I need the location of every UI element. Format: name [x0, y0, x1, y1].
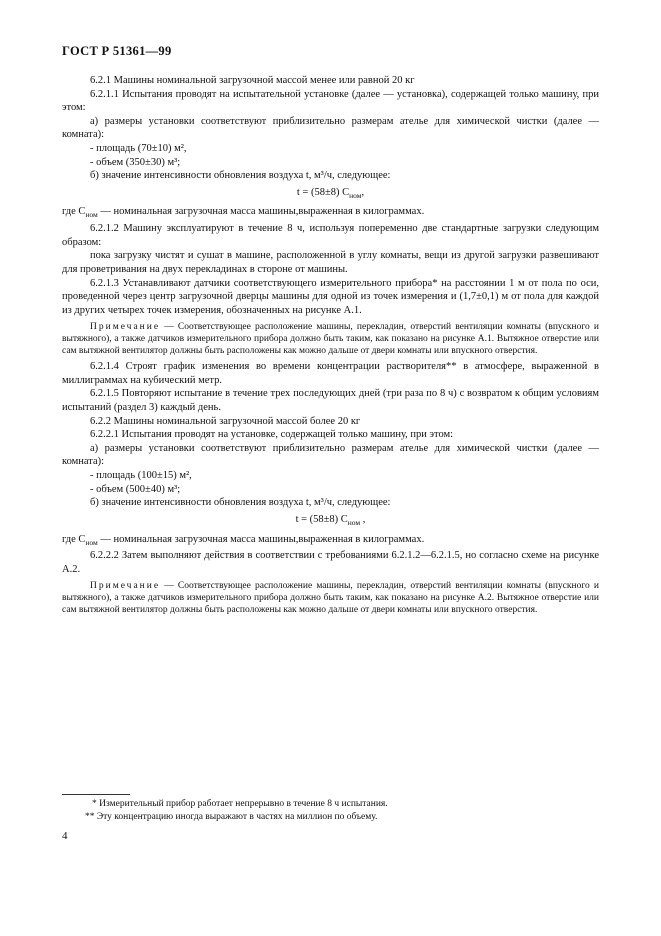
item-area-2: - площадь (100±15) м²,	[90, 470, 192, 482]
page-number: 4	[62, 830, 68, 842]
document-header: ГОСТ Р 51361—99	[62, 44, 172, 58]
note-lead-2: Примечание	[90, 581, 161, 592]
explanation-subscript: ном	[85, 210, 98, 220]
explanation-text-2: — номинальная загрузочная масса машины,выраженная в килограммах.	[97, 533, 425, 545]
formula-subscript-2: ном	[347, 517, 361, 527]
item-b-air-exchange-2: б) значение интенсивности обновления воздуха t, м³/ч, следующее:	[90, 497, 391, 509]
section-6-2-1-heading: 6.2.1 Машины номинальной загрузочной массой менее или равной 20 кг	[90, 75, 415, 86]
section-6-2-2-heading: 6.2.2 Машины номинальной загрузочной массой более 20 кг	[90, 415, 361, 427]
item-volume: - объем (350±30) м³;	[90, 156, 181, 168]
paragraph-6-2-1-3: 6.2.1.3 Устанавливают датчики соответствующего измерительного прибора* на расстоянии 1 м от пола по оси, проведенной через центр загрузочной дверцы машины для одной из точек измерения и (1,7±0,1) м от пола для каждой из других четырех точек измерения, обозначенных на рисунке А.1.	[62, 277, 599, 316]
explanation-subscript-2: ном	[85, 537, 98, 547]
explanation-prefix: где C	[62, 206, 86, 218]
formula-main: t = (58±8) C	[296, 186, 350, 198]
formula-air-exchange: t = (58±8) $C_{ном}$,	[296, 186, 365, 200]
footnote-divider	[62, 794, 130, 795]
paragraph-6-2-2-1: 6.2.2.1 Испытания проводят на установке, содержащей только машину, при этом:	[90, 429, 454, 441]
paragraph-loading: пока загрузку чистят и сушат в машине, расположенной в углу комнаты, вещи из другой загрузки развешивают для проветривания на двух перекладинах в стороне от машины.	[62, 250, 599, 275]
formula-air-exchange-2: t = (58±8) $C_{ном}$ ,	[295, 513, 366, 527]
formula-explanation-2	[62, 533, 599, 550]
document-body	[62, 74, 599, 616]
explanation-text: — номинальная загрузочная масса машины,выраженная в килограммах.	[97, 206, 425, 218]
item-area: - площадь (70±10) м²,	[90, 142, 187, 154]
paragraph-6-2-1-5: 6.2.1.5 Повторяют испытание в течение трех последующих дней (три раза по 8 ч) с возвратом к общим условиям испытаний (раздел 3) каждый день.	[62, 388, 599, 414]
formula-explanation	[62, 205, 599, 222]
item-a-room-size-2: а) размеры установки соответствуют приблизительно размерам ателье для химической чистки (далее — комната):	[62, 442, 599, 468]
item-volume-2: - объем (500±40) м³;	[90, 483, 181, 495]
note-lead: Примечание	[90, 322, 161, 333]
footnote-1: * Измерительный прибор работает непрерывно в течение 8 ч испытания.	[92, 799, 388, 809]
note-figure-a1	[62, 321, 599, 357]
paragraph-6-2-1-2: 6.2.1.2 Машину эксплуатируют в течение 8 ч, используя попеременно две стандартные загрузки следующим образом:	[62, 223, 599, 248]
formula-main-2: t = (58±8) C	[295, 513, 348, 525]
paragraph-6-2-1-4: 6.2.1.4 Строят график изменения во времени концентрации растворителя** в атмосфере, выраженной в миллиграммах на кубический метр.	[62, 361, 599, 386]
item-b-air-exchange: б) значение интенсивности обновления воздуха t, м³/ч, следующее:	[90, 170, 391, 182]
note-text-2: — Соответствующее расположение машины, перекладин, отверстий вентиляции комнаты (впускного и вытяжного), а также датчиков измерительного прибора должно быть таким, как показано на рисунке А.2. Вытяжное отверстие или сам вытяжной вентилятор должны быть расположены как можно дальше от двери комнаты или впускного отверстия.	[62, 581, 599, 616]
note-figure-a2	[62, 580, 599, 616]
item-a-room-size: а) размеры установки соответствуют приблизительно размерам ателье для химической чистки (далее — комната):	[62, 115, 599, 141]
paragraph-6-2-2-2: 6.2.2.2 Затем выполняют действия в соответствии с требованиями 6.2.1.2—6.2.1.5, но согласно схеме на рисунке А.2.	[62, 550, 599, 575]
paragraph-6-2-1-1: 6.2.1.1 Испытания проводят на испытательной установке (далее — установка), содержащей только машину, при этом:	[62, 88, 599, 114]
note-text: — Соответствующее расположение машины, перекладин, отверстий вентиляции комнаты (впускного и вытяжного), а также датчиков измерительного прибора должно быть таким, как показано на рисунке А.1. Вытяжное отверстие или сам вытяжной вентилятор должны быть расположены как можно дальше от двери комнаты или впускного отверстия.	[62, 322, 599, 357]
footnote-2: ** Эту концентрацию иногда выражают в частях на миллион по объему.	[85, 811, 378, 822]
explanation-prefix-2: где C	[62, 533, 86, 545]
footnotes	[62, 798, 599, 823]
formula-subscript: ном	[349, 190, 362, 200]
